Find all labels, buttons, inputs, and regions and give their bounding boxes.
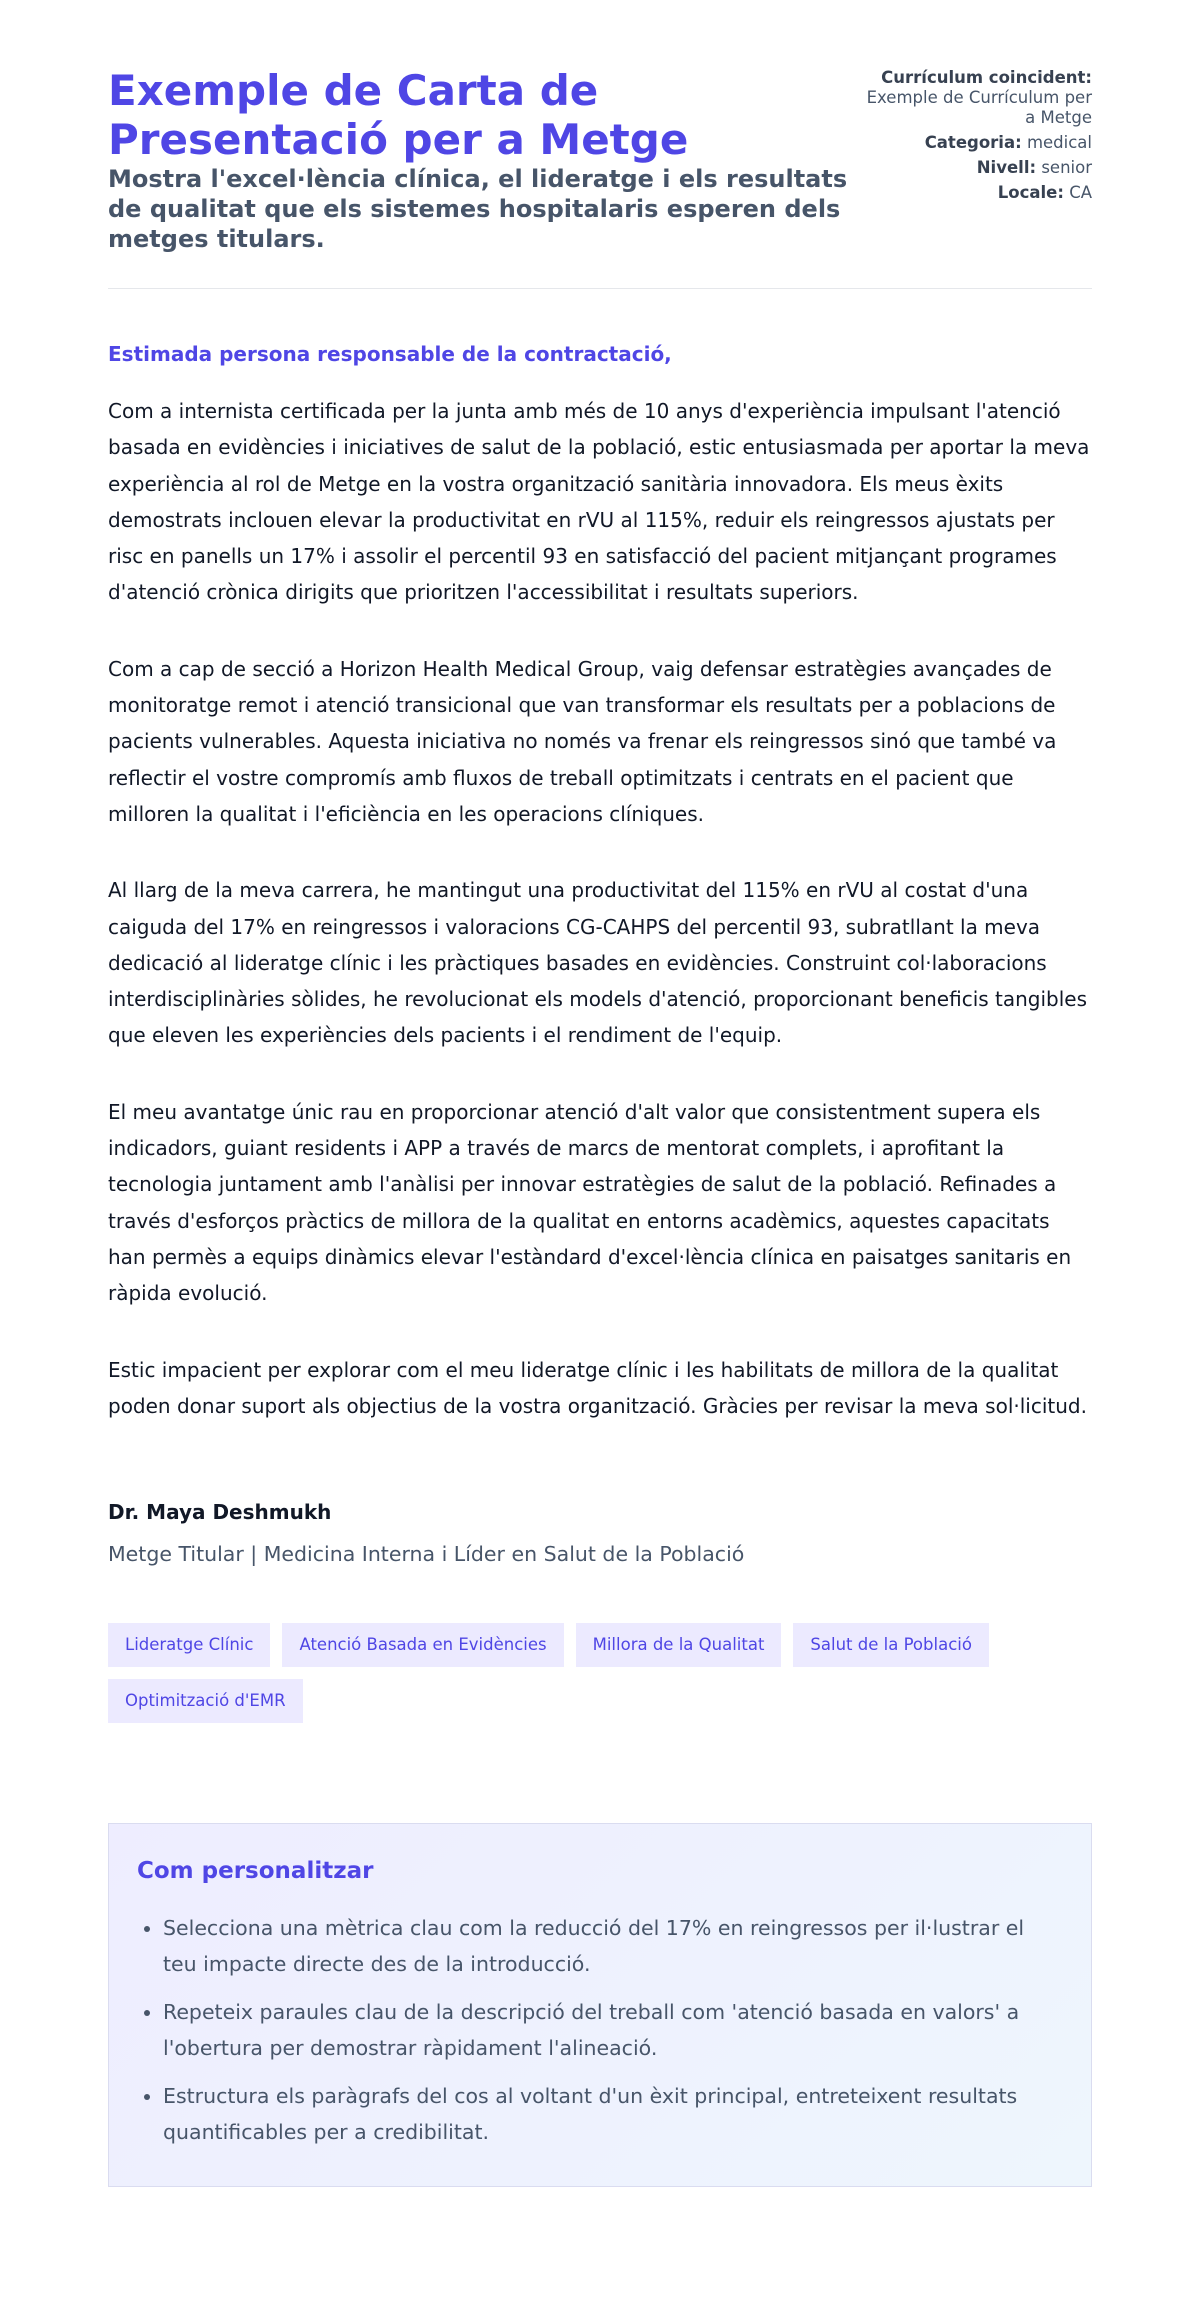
- signature-block: [108, 1499, 1092, 1568]
- letter-paragraph: Al llarg de la meva carrera, he mantingut una productivitat del 115% en rVU al costat d'una caiguda del 17% en reingressos i valoracions CG-CAHPS del percentil 93, subratllant la meva dedicació al lideratge clínic i les pràctiques basades en evidències. Construint col·laboracions interdisciplinàries sòlides, he revolucionat els models d'atenció, proporcionant beneficis tangibles que eleven les experiències dels pacients i el rendiment de l'equip.: [108, 878, 1088, 1048]
- letter-paragraph: El meu avantatge únic rau en proporcionar atenció d'alt valor que consistentment supera els indicadors, guiant residents i APP a través de marcs de mentorat complets, i aprofitant la tecnologia juntament amb l'anàlisi per innovar estratègies de salut de la població. Refinades a través d'esforços pràctics de millora de la qualitat en entorns acadèmics, aquestes capacitats han permès a equips dinàmics elevar l'estàndard d'excel·lència clínica en paisatges sanitaris en ràpida evolució.: [108, 1099, 1072, 1306]
- meta-category: [863, 133, 1092, 153]
- letter-paragraph: Com a cap de secció a Horizon Health Medical Group, vaig defensar estratègies avançades de monitoratge remot i atenció transicional que van transformar els resultats per a poblacions de pacients vulnerables. Aquesta iniciativa no només va frenar els reingressos sinó que també va reflectir el vostre compromís amb fluxos de treball optimitzats i centrats en el pacient que milloren la qualitat i l'eficiència en les operacions clíniques.: [108, 656, 1057, 826]
- meta-category-key: Categoria:: [924, 133, 1022, 152]
- letter-salutation: Estimada persona responsable de la contractació,: [108, 342, 672, 366]
- signature-name: Dr. Maya Deshmukh: [108, 1500, 332, 1525]
- page-header: [108, 66, 1092, 254]
- skill-tag: Salut de la Població: [793, 1623, 989, 1667]
- meta-level-key: Nivell:: [976, 158, 1037, 177]
- page-subtitle: Mostra l'excel·lència clínica, el lideratge i els resultats de qualitat que els sistemes hospitalaris esperen dels metges titulars.: [108, 165, 848, 253]
- tip-item: • Selecciona una mètrica clau com la reducció del 17% en reingressos per il·lustrar el teu impacte directe des de la introducció.: [163, 1910, 1063, 1982]
- meta-category-value: medical: [1026, 133, 1092, 152]
- skill-tag: Lideratge Clínic: [108, 1623, 270, 1667]
- tips-title: Com personalitzar: [137, 1858, 374, 1885]
- meta-level-value: senior: [1041, 158, 1092, 177]
- meta-resume: [863, 68, 1092, 128]
- skill-tags: [108, 1623, 1108, 1735]
- letter-paragraph: Estic impacient per explorar com el meu lideratge clínic i les habilitats de millora de la qualitat poden donar suport als objectius de la vostra organització. Gràcies per revisar la meva sol·licitud.: [108, 1357, 1087, 1418]
- metadata-panel: [863, 66, 1092, 208]
- tip-item: • Repeteix paraules clau de la descripció del treball com 'atenció basada en valors' a l'obertura per demostrar ràpidament l'alineació.: [163, 1994, 1063, 2066]
- header-divider: [108, 288, 1092, 289]
- page-title: Exemple de Carta de Presentació per a Metge: [108, 66, 689, 164]
- meta-resume-value: Exemple de Currículum per a Metge: [866, 88, 1092, 127]
- meta-locale-key: Locale:: [997, 183, 1064, 202]
- meta-locale-value: CA: [1069, 183, 1092, 202]
- skill-tag: Millora de la Qualitat: [576, 1623, 782, 1667]
- skill-tag: Atenció Basada en Evidències: [282, 1623, 563, 1667]
- meta-level: [863, 158, 1092, 178]
- letter-body: [108, 341, 1092, 1424]
- skill-tag: Optimització d'EMR: [108, 1679, 303, 1723]
- customization-tips-box: [108, 1823, 1092, 2187]
- tips-list: [137, 1910, 1063, 2150]
- tip-item: • Estructura els paràgrafs del cos al voltant d'un èxit principal, entreteixent resultats quantificables per a credibilitat.: [163, 2078, 1063, 2150]
- signature-title: Metge Titular | Medicina Interna i Líder en Salut de la Població: [108, 1542, 745, 1567]
- letter-paragraph: Com a internista certificada per la junta amb més de 10 anys d'experiència impulsant l'atenció basada en evidències i iniciatives de salut de la població, estic entusiasmada per aportar la meva experiència al rol de Metge en la vostra organització sanitària innovadora. Els meus èxits demostrats inclouen elevar la productivitat en rVU al 115%, reduir els reingressos ajustats per risc en panells un 17% i assolir el percentil 93 en satisfacció del pacient mitjançant programes d'atenció crònica dirigits que prioritzen l'accessibilitat i resultats superiors.: [108, 399, 1090, 605]
- meta-locale: [863, 183, 1092, 203]
- header-titles: [108, 66, 863, 254]
- meta-resume-key: Currículum coincident:: [881, 68, 1092, 87]
